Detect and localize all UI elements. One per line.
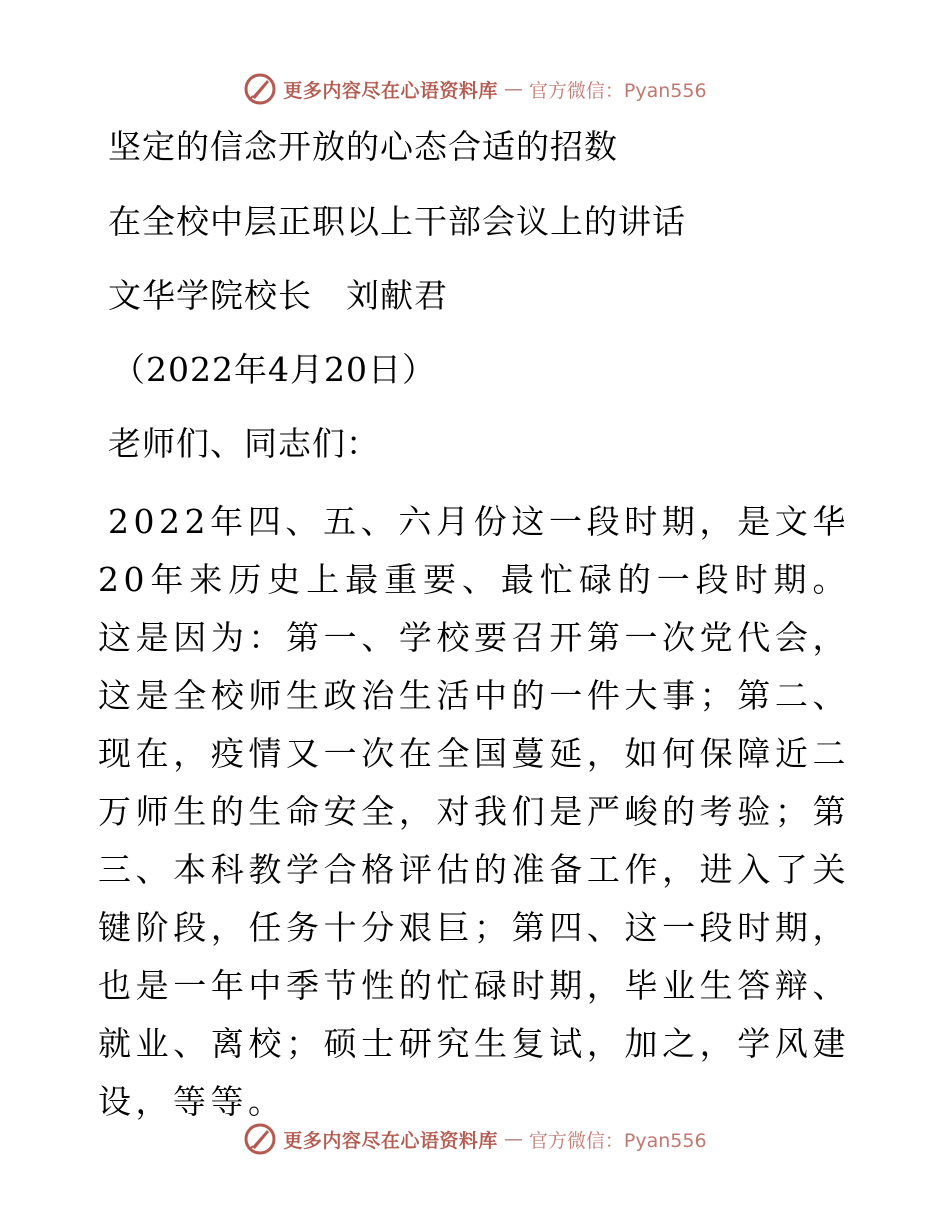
watermark-footer	[0, 1122, 950, 1156]
quill-logo-icon	[243, 72, 277, 106]
watermark-text: 更多内容尽在心语资料库	[283, 79, 498, 102]
document-date: （2022年4月20日）	[112, 350, 436, 389]
watermark-contact: 官方微信：Pyan556	[528, 79, 707, 102]
document-subtitle: 在全校中层正职以上干部会议上的讲话	[108, 202, 686, 241]
body-paragraph: 2022年四、五、六月份这一段时期，是文华20年来历史上最重要、最忙碌的一段时期。这是因为：第一、学校要召开第一次党代会，这是全校师生政治生活中的一件大事；第二、现在，疫情又一次在全国蔓延，如何保障近二万师生的生命安全，对我们是严峻的考验；第三、本科教学合格评估的准备工作，进入了关键阶段，任务十分艰巨；第四、这一段时期，也是一年中季节性的忙碌时期，毕业生答辩、就业、离校；硕士研究生复试，加之，学风建设，等等。	[98, 502, 850, 1121]
watermark-header	[0, 72, 950, 106]
watermark-text: 更多内容尽在心语资料库	[283, 1129, 498, 1152]
watermark-separator: —	[503, 78, 523, 100]
watermark-contact: 官方微信：Pyan556	[528, 1129, 707, 1152]
watermark-separator: —	[503, 1128, 523, 1150]
document-author: 文华学院校长 刘献君	[108, 276, 448, 315]
quill-logo-icon	[243, 1122, 277, 1156]
document-title: 坚定的信念开放的心态合适的招数	[108, 127, 618, 166]
document-salutation: 老师们、同志们：	[108, 424, 380, 463]
